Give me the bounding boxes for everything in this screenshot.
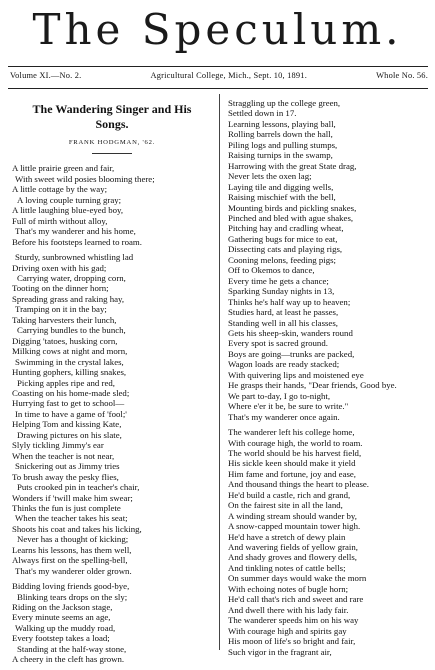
poem-line: He'd have a stretch of dewy plain — [228, 531, 346, 542]
masthead-rule-bottom — [8, 88, 428, 89]
poem-line: Driving oxen with his gad; — [12, 262, 107, 273]
poem-line: Before his footsteps learned to roam. — [12, 236, 142, 247]
poem-line: We part to-day, I go to-night, — [228, 390, 331, 401]
poem-line: Every spot is sacred ground. — [228, 338, 328, 349]
poem-line: Learns his lessons, has them well, — [12, 544, 132, 555]
poem-line: Boys are going—trunks are packed, — [228, 348, 355, 359]
poem-line: Drawing pictures on his slate, — [17, 429, 122, 440]
poem-line: Raising mischief with the bell, — [228, 192, 336, 203]
poem-line: The world should be his harvest field, — [228, 447, 362, 458]
poem-line: Helping Tom and kissing Kate, — [12, 419, 122, 430]
place-and-date: Agricultural College, Mich., Sept. 10, 1891. — [150, 71, 307, 80]
poem-line: Always first on the spelling-bell, — [12, 555, 128, 566]
poem-line: Picking apples ripe and red, — [17, 377, 115, 388]
poem-line: Off to Okemos to dance, — [228, 265, 315, 276]
poem-line: Riding on the Jackson stage, — [12, 602, 113, 613]
poem-line: Full of mirth without alloy, — [12, 215, 108, 226]
poem-line: He'd build a castle, rich and grand, — [228, 489, 351, 500]
poem-line: And wavering fields of yellow grain, — [228, 542, 358, 553]
poem-line: That's my wanderer once again. — [228, 411, 340, 422]
poem-line: Milking cows at night and morn, — [12, 346, 128, 357]
poem-line: Shoots his coat and takes his licking, — [12, 523, 142, 534]
author-rule — [92, 153, 132, 154]
poem-line: A cheery in the cleft has grown. — [12, 654, 125, 665]
poem-line: Never lets the oxen lag; — [228, 171, 312, 182]
left-column — [12, 96, 212, 670]
poem-line: His moon of life's so bright and fair, — [228, 636, 356, 647]
volume-number: Volume XI.—No. 2. — [10, 71, 82, 80]
poem-line: Bidding loving friends good-bye, — [12, 581, 130, 592]
poem-line: When the teacher is not near, — [12, 450, 115, 461]
poem-line: Standing at the half-way stone, — [17, 643, 127, 654]
poem-line: Gathering bugs for mice to eat, — [228, 233, 338, 244]
poem-line: Blinking tears drops on the sly; — [17, 591, 128, 602]
poem-line: Sturdy, sunbrowned whistling lad — [15, 252, 134, 263]
poem-line: Sparking Sunday nights in 13, — [228, 286, 335, 297]
poem-line: Digging 'tatoes, husking corn, — [12, 335, 118, 346]
poem-line: With quivering lips and moistened eye — [228, 369, 364, 380]
poem-line: Tramping on it in the bay; — [15, 304, 107, 315]
poem-line: A winding stream should wander by, — [228, 510, 357, 521]
poem-line: His sickle keen should make it yield — [228, 458, 356, 469]
poem-line: Carrying bundles to the bunch, — [17, 325, 126, 336]
poem-line: Hurrying fast to get to school— — [12, 398, 125, 409]
poem-line: He'd call that's rich and sweet and rare — [228, 594, 364, 605]
poem-line: Where e'er it be, be sure to write." — [228, 401, 349, 412]
whole-number: Whole No. 56. — [376, 71, 428, 80]
poem-line: Tooting on the dinner horn; — [12, 283, 109, 294]
poem-line: Every minute seems an age, — [12, 612, 111, 623]
poem-stanza — [12, 581, 212, 665]
poem-line: Every time he gets a chance; — [228, 275, 329, 286]
poem-line: With echoing notes of bugle horn; — [228, 583, 349, 594]
poem-stanza — [12, 252, 212, 576]
poem-line: That's my wanderer and his home, — [15, 226, 136, 237]
poem-line: Every footstep takes a load; — [12, 633, 110, 644]
poem-line: Thinks the fun is just complete — [12, 502, 121, 513]
poem-line: Pinched and bled with ague shakes, — [228, 212, 354, 223]
poem-line: A little laughing blue-eyed boy, — [12, 205, 124, 216]
poem-line: Thinks he's half way up to heaven; — [228, 296, 351, 307]
article-title-line: The Wandering Singer and His — [32, 102, 192, 116]
poem-line: Gets his sheep-skin, wanders round — [228, 327, 353, 338]
poem-line: Raising turnips in the swamp, — [228, 150, 333, 161]
poem-line: Spreading grass and raking hay, — [12, 293, 125, 304]
poem-line: Studies hard, at least he passes, — [228, 307, 339, 318]
poem-line: Wagon loads are ready stacked; — [228, 359, 340, 370]
poem-line: That's my wanderer older grown. — [15, 565, 132, 576]
poem-line: With sweet wild posies blooming there; — [15, 173, 155, 184]
poem-line: Piling logs and pulling stumps, — [228, 139, 338, 150]
column-divider — [219, 94, 220, 650]
poem-line: With courage high, the world to roam. — [228, 437, 363, 448]
poem-line: Never has a thought of kicking; — [17, 534, 129, 545]
poem-line: Hunting gophers, killing snakes, — [12, 367, 127, 378]
poem-line: Straggling up the college green, — [228, 98, 341, 108]
poem-right — [228, 98, 428, 657]
poem-line: Swimming in the crystal lakes, — [15, 356, 124, 367]
poem-line: Such vigor in the fragrant air, — [228, 646, 332, 657]
poem-stanza — [228, 98, 428, 422]
poem-line: When the teacher takes his seat; — [15, 513, 128, 524]
poem-stanza — [228, 427, 428, 657]
masthead-rule-top — [8, 66, 428, 67]
poem-line: Snickering out as Jimmy tries — [15, 461, 120, 472]
poem-line: Mounting birds and pickling snakes, — [228, 202, 357, 213]
poem-line: Settled down in 17. — [228, 108, 297, 119]
poem-line: On summer days would wake the morn — [228, 573, 367, 584]
poem-line: Harrowing with the great State drag, — [228, 160, 357, 171]
poem-line: And shady groves and flowery dells, — [228, 552, 357, 563]
poem-line: Walking up the muddy road, — [15, 622, 116, 633]
poem-line: Learning lessons, playing ball, — [228, 118, 336, 129]
poem-line: The wanderer left his college home, — [228, 427, 355, 438]
poem-line: Rolling barrels down the hall, — [228, 129, 333, 140]
article-author: FRANK HODGMAN, '62. — [68, 139, 156, 146]
poem-line: Standing well in all his classes, — [228, 317, 338, 328]
poem-line: Cooning melons, feeding pigs; — [228, 254, 336, 265]
poem-line: To brush away the pesky flies, — [12, 471, 119, 482]
poem-line: And thousand things the heart to please. — [228, 479, 369, 490]
poem-line: The wanderer speeds him on his way — [228, 615, 359, 626]
poem-line: Puts crooked pin in teacher's chair, — [17, 482, 140, 493]
poem-line: Carrying water, dropping corn, — [17, 272, 126, 283]
poem-line: Slyly tickling Jimmy's ear — [12, 440, 104, 451]
poem-line: And dwell there with his lady fair. — [228, 604, 349, 615]
masthead-title: The Speculum. — [32, 5, 403, 54]
poem-line: In time to have a game of 'fool;' — [15, 408, 127, 419]
poem-left — [12, 163, 212, 664]
poem-line: Wonders if 'twill make him swear; — [12, 492, 133, 503]
poem-line: He grasps their hands, "Dear friends, Good bye. — [228, 380, 397, 391]
poem-line: Coasting on his home-made sled; — [12, 387, 130, 398]
poem-line: Dissecting cats and playing rigs, — [228, 244, 343, 255]
poem-line: With courage high and spirits gay — [228, 625, 347, 636]
poem-stanza — [12, 163, 212, 247]
poem-line: Laying tile and digging wells, — [228, 181, 334, 192]
article-title — [12, 102, 212, 132]
poem-line: And tinkling notes of cattle bells; — [228, 562, 346, 573]
poem-line: Pitching hay and cradling wheat, — [228, 223, 344, 234]
poem-line: Taking harvesters their lunch, — [12, 314, 117, 325]
right-column — [228, 98, 428, 662]
poem-line: A loving couple turning gray; — [17, 194, 122, 205]
poem-line: On the fairest site in all the land, — [228, 500, 343, 511]
poem-line: A little prairie green and fair, — [12, 163, 115, 174]
poem-line: A snow-capped mountain tower high. — [228, 521, 361, 532]
poem-line: A little cottage by the way; — [12, 184, 108, 195]
poem-line: Him fame and fortune, joy and ease, — [228, 468, 356, 479]
article-title-line: Songs. — [95, 117, 129, 131]
issue-info-bar — [10, 71, 428, 80]
